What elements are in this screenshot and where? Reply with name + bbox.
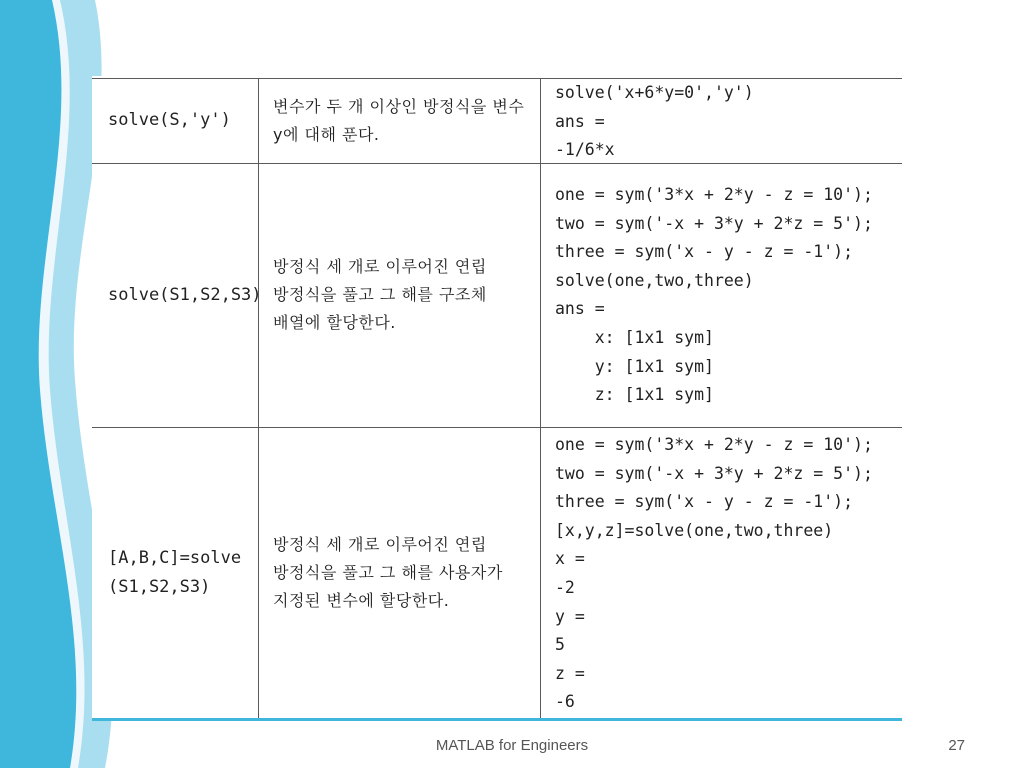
function-description: 변수가 두 개 이상인 방정식을 변수 y에 대해 푼다. bbox=[273, 96, 525, 144]
column-divider bbox=[258, 78, 259, 718]
footer-title: MATLAB for Engineers bbox=[435, 737, 589, 754]
table-row-3-function bbox=[108, 427, 258, 718]
solve-function-table bbox=[92, 76, 902, 721]
code-line: one = sym('3*x + 2*y - z = 10'); bbox=[555, 435, 873, 454]
page-number: 27 bbox=[948, 737, 965, 754]
code-line: one = sym('3*x + 2*y - z = 10'); bbox=[555, 185, 873, 204]
table-row-1-example bbox=[555, 79, 895, 165]
code-line: z = bbox=[555, 663, 585, 683]
code-line: -1/6*x bbox=[555, 140, 615, 160]
table-row-3-description bbox=[273, 427, 535, 718]
function-description: 방정식 세 개로 이루어진 연립 방정식을 풀고 그 해를 구조체 배열에 할당한다. bbox=[273, 257, 487, 332]
table-row-2-function bbox=[108, 163, 262, 427]
table-bottom-accent-rule bbox=[92, 718, 902, 721]
code-line: two = sym('-x + 3*y + 2*z = 5'); bbox=[555, 463, 873, 483]
table-row-2-description bbox=[273, 163, 535, 427]
table-row-1-description bbox=[273, 78, 535, 163]
column-divider bbox=[540, 78, 541, 718]
table-row-1-function bbox=[108, 78, 258, 163]
code-line: y: [1x1 sym] bbox=[555, 356, 714, 376]
function-syntax: [A,B,C]=solve (S1,S2,S3) bbox=[108, 547, 252, 597]
code-line: x = bbox=[555, 549, 585, 569]
table-row-2-example bbox=[555, 181, 895, 410]
code-line: z: [1x1 sym] bbox=[555, 385, 714, 405]
code-line: ans = bbox=[555, 111, 605, 131]
code-line: two = sym('-x + 3*y + 2*z = 5'); bbox=[555, 213, 873, 233]
code-line: -6 bbox=[555, 692, 575, 712]
function-description: 방정식 세 개로 이루어진 연립 방정식을 풀고 그 해를 사용자가 지정된 변수에 할당한다. bbox=[273, 534, 503, 610]
function-syntax: solve(S,'y') bbox=[108, 110, 231, 130]
code-line: [x,y,z]=solve(one,two,three) bbox=[555, 520, 834, 540]
function-syntax: solve(S1,S2,S3) bbox=[108, 284, 262, 305]
code-line: solve(one,two,three) bbox=[555, 270, 754, 290]
code-line: y = bbox=[555, 606, 585, 626]
code-line: solve('x+6*y=0','y') bbox=[555, 83, 754, 102]
code-line: x: [1x1 sym] bbox=[555, 327, 714, 347]
code-line: 5 bbox=[555, 635, 565, 655]
code-line: ans = bbox=[555, 299, 605, 319]
code-line: three = sym('x - y - z = -1'); bbox=[555, 242, 854, 262]
code-line: -2 bbox=[555, 577, 575, 597]
code-line: three = sym('x - y - z = -1'); bbox=[555, 492, 854, 512]
table-row-3-example bbox=[555, 431, 895, 717]
